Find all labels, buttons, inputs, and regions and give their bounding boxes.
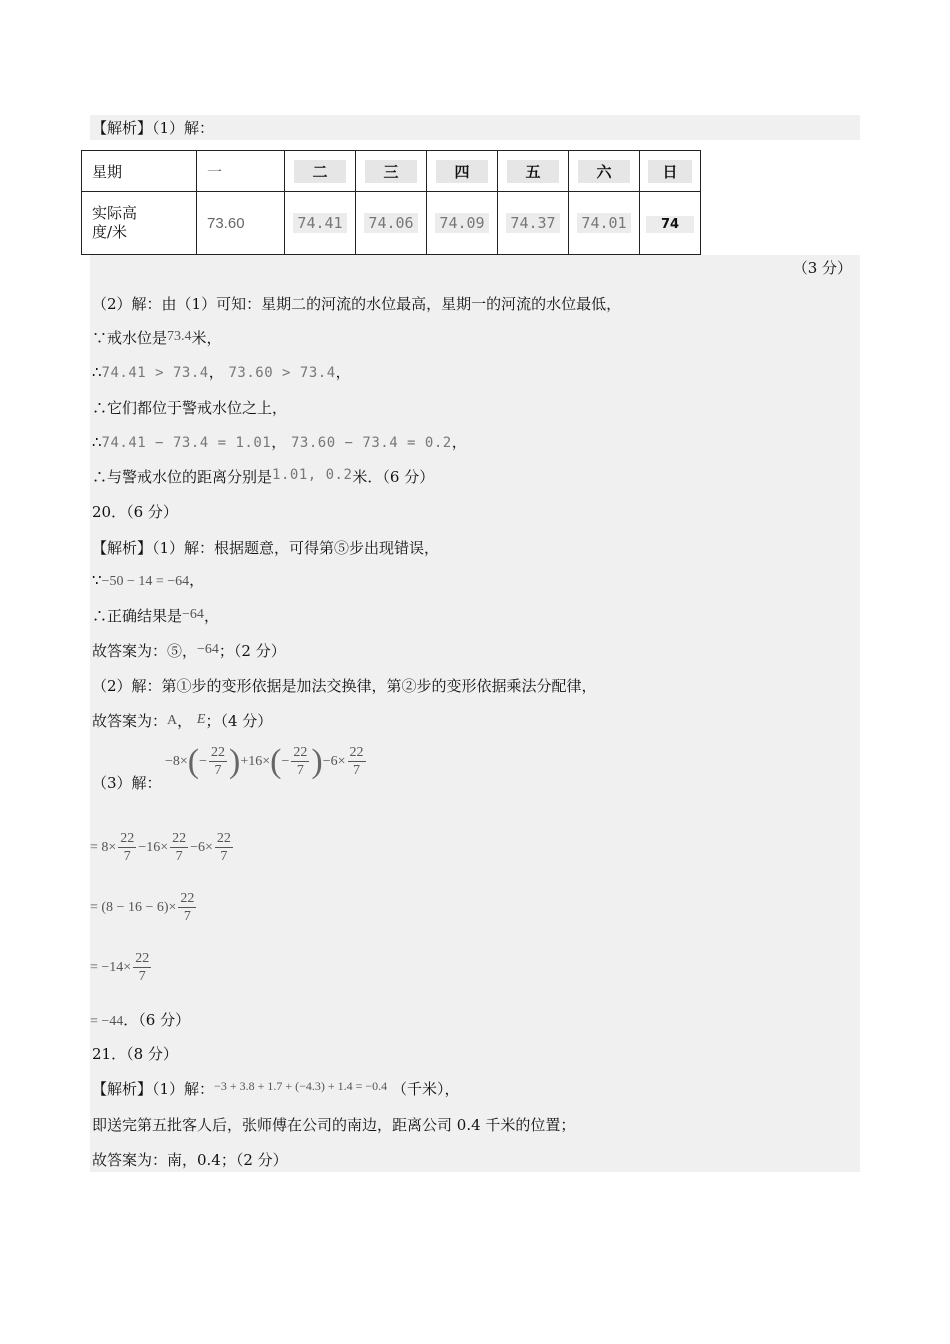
- q20-eq1: ∵−50 − 14 = −64，: [92, 571, 205, 589]
- q20-analysis-1: 【解析】（1）解：根据题意，可得第⑤步出现错误，: [92, 539, 440, 557]
- score-3: （3 分）: [792, 259, 852, 277]
- value-cell: [569, 192, 640, 255]
- comparison-line: ∴74.41 > 73.4， 73.60 > 73.4，: [92, 363, 351, 381]
- part2-intro: （2）解：由（1）可知：星期二的河流的水位最高，星期一的河流的水位最低，: [92, 295, 622, 313]
- value-text: 74.37: [506, 213, 559, 233]
- day-cell: [356, 151, 427, 192]
- q20-step5: = −44．（6 分）: [90, 1011, 191, 1029]
- day-label: 日: [648, 160, 692, 183]
- q20-part3-label: （3）解：: [92, 774, 162, 792]
- q20-title: 20．（6 分）: [92, 503, 178, 521]
- day-cell: [640, 151, 701, 192]
- day-label: 五: [507, 160, 559, 183]
- q21-analysis-1: 【解析】（1）解：$^{-3 + 3.8 + 1.7 + (-4.3) + 1.4 = -0.4}$ （千米），: [92, 1079, 460, 1098]
- day-label: 四: [436, 160, 488, 183]
- value-cell: [640, 192, 701, 255]
- distance-line: ∴与警戒水位的距离分别是1.01, 0.2米．（6 分）: [92, 467, 435, 486]
- day-cell: [569, 151, 640, 192]
- water-level-table: [81, 150, 701, 255]
- q21-line2: 即送完第五批客人后，张师傅在公司的南边，距离公司 0.4 千米的位置；: [92, 1116, 576, 1134]
- day-cell: 一: [197, 151, 285, 192]
- analysis-header: 【解析】（1）解：: [92, 119, 215, 137]
- q20-expression: −8×(− $\frac{22}{7}$ )+16×(− $\frac{22}{7}$ )−6× $\frac{22}{7}$: [165, 742, 364, 780]
- value-text: 74.41: [293, 213, 346, 233]
- day-cell: [498, 151, 569, 192]
- q20-part2: （2）解：第①步的变形依据是加法交换律，第②步的变形依据乘法分配律，: [92, 677, 597, 695]
- difference-line: ∴74.41 − 73.4 = 1.01， 73.60 − 73.4 = 0.2，: [92, 433, 467, 451]
- value-cell: [427, 192, 498, 255]
- q20-correct: ∴正确结果是−64，: [92, 607, 219, 625]
- value-cell: [498, 192, 569, 255]
- q20-step2: = 8× $\frac{22}{7}$ −16× $\frac{22}{7}$ −6× $\frac{22}{7}$: [90, 831, 231, 865]
- q21-title: 21．（8 分）: [92, 1045, 178, 1063]
- q20-step4: = −14× $\frac{22}{7}$: [90, 951, 150, 985]
- value-text: 74.06: [364, 213, 417, 233]
- table-row2-label: 实际高 度/米: [82, 192, 197, 255]
- value-text: 74.09: [435, 213, 488, 233]
- day-cell: [427, 151, 498, 192]
- day-label: 六: [578, 160, 630, 183]
- day-label: 三: [365, 160, 417, 183]
- q20-answer2: 故答案为：A， E；（4 分）: [92, 712, 273, 730]
- day-cell: [285, 151, 356, 192]
- q20-answer1: 故答案为：⑤，−64；（2 分）: [92, 642, 286, 660]
- value-cell: [356, 192, 427, 255]
- q21-answer: 故答案为：南，0.4；（2 分）: [92, 1151, 288, 1169]
- warning-level-line: ∵戒水位是73.4米，: [92, 329, 222, 347]
- value-text: 74.01: [577, 213, 630, 233]
- value-cell: [285, 192, 356, 255]
- above-line: ∴它们都位于警戒水位之上，: [92, 399, 288, 417]
- value-text: 74: [646, 216, 694, 233]
- day-label: 二: [294, 160, 346, 183]
- table-row1-label: 星期: [82, 151, 197, 192]
- value-cell: 73.60: [197, 192, 285, 255]
- q20-step3: = (8 − 16 − 6)× $\frac{22}{7}$: [90, 891, 195, 925]
